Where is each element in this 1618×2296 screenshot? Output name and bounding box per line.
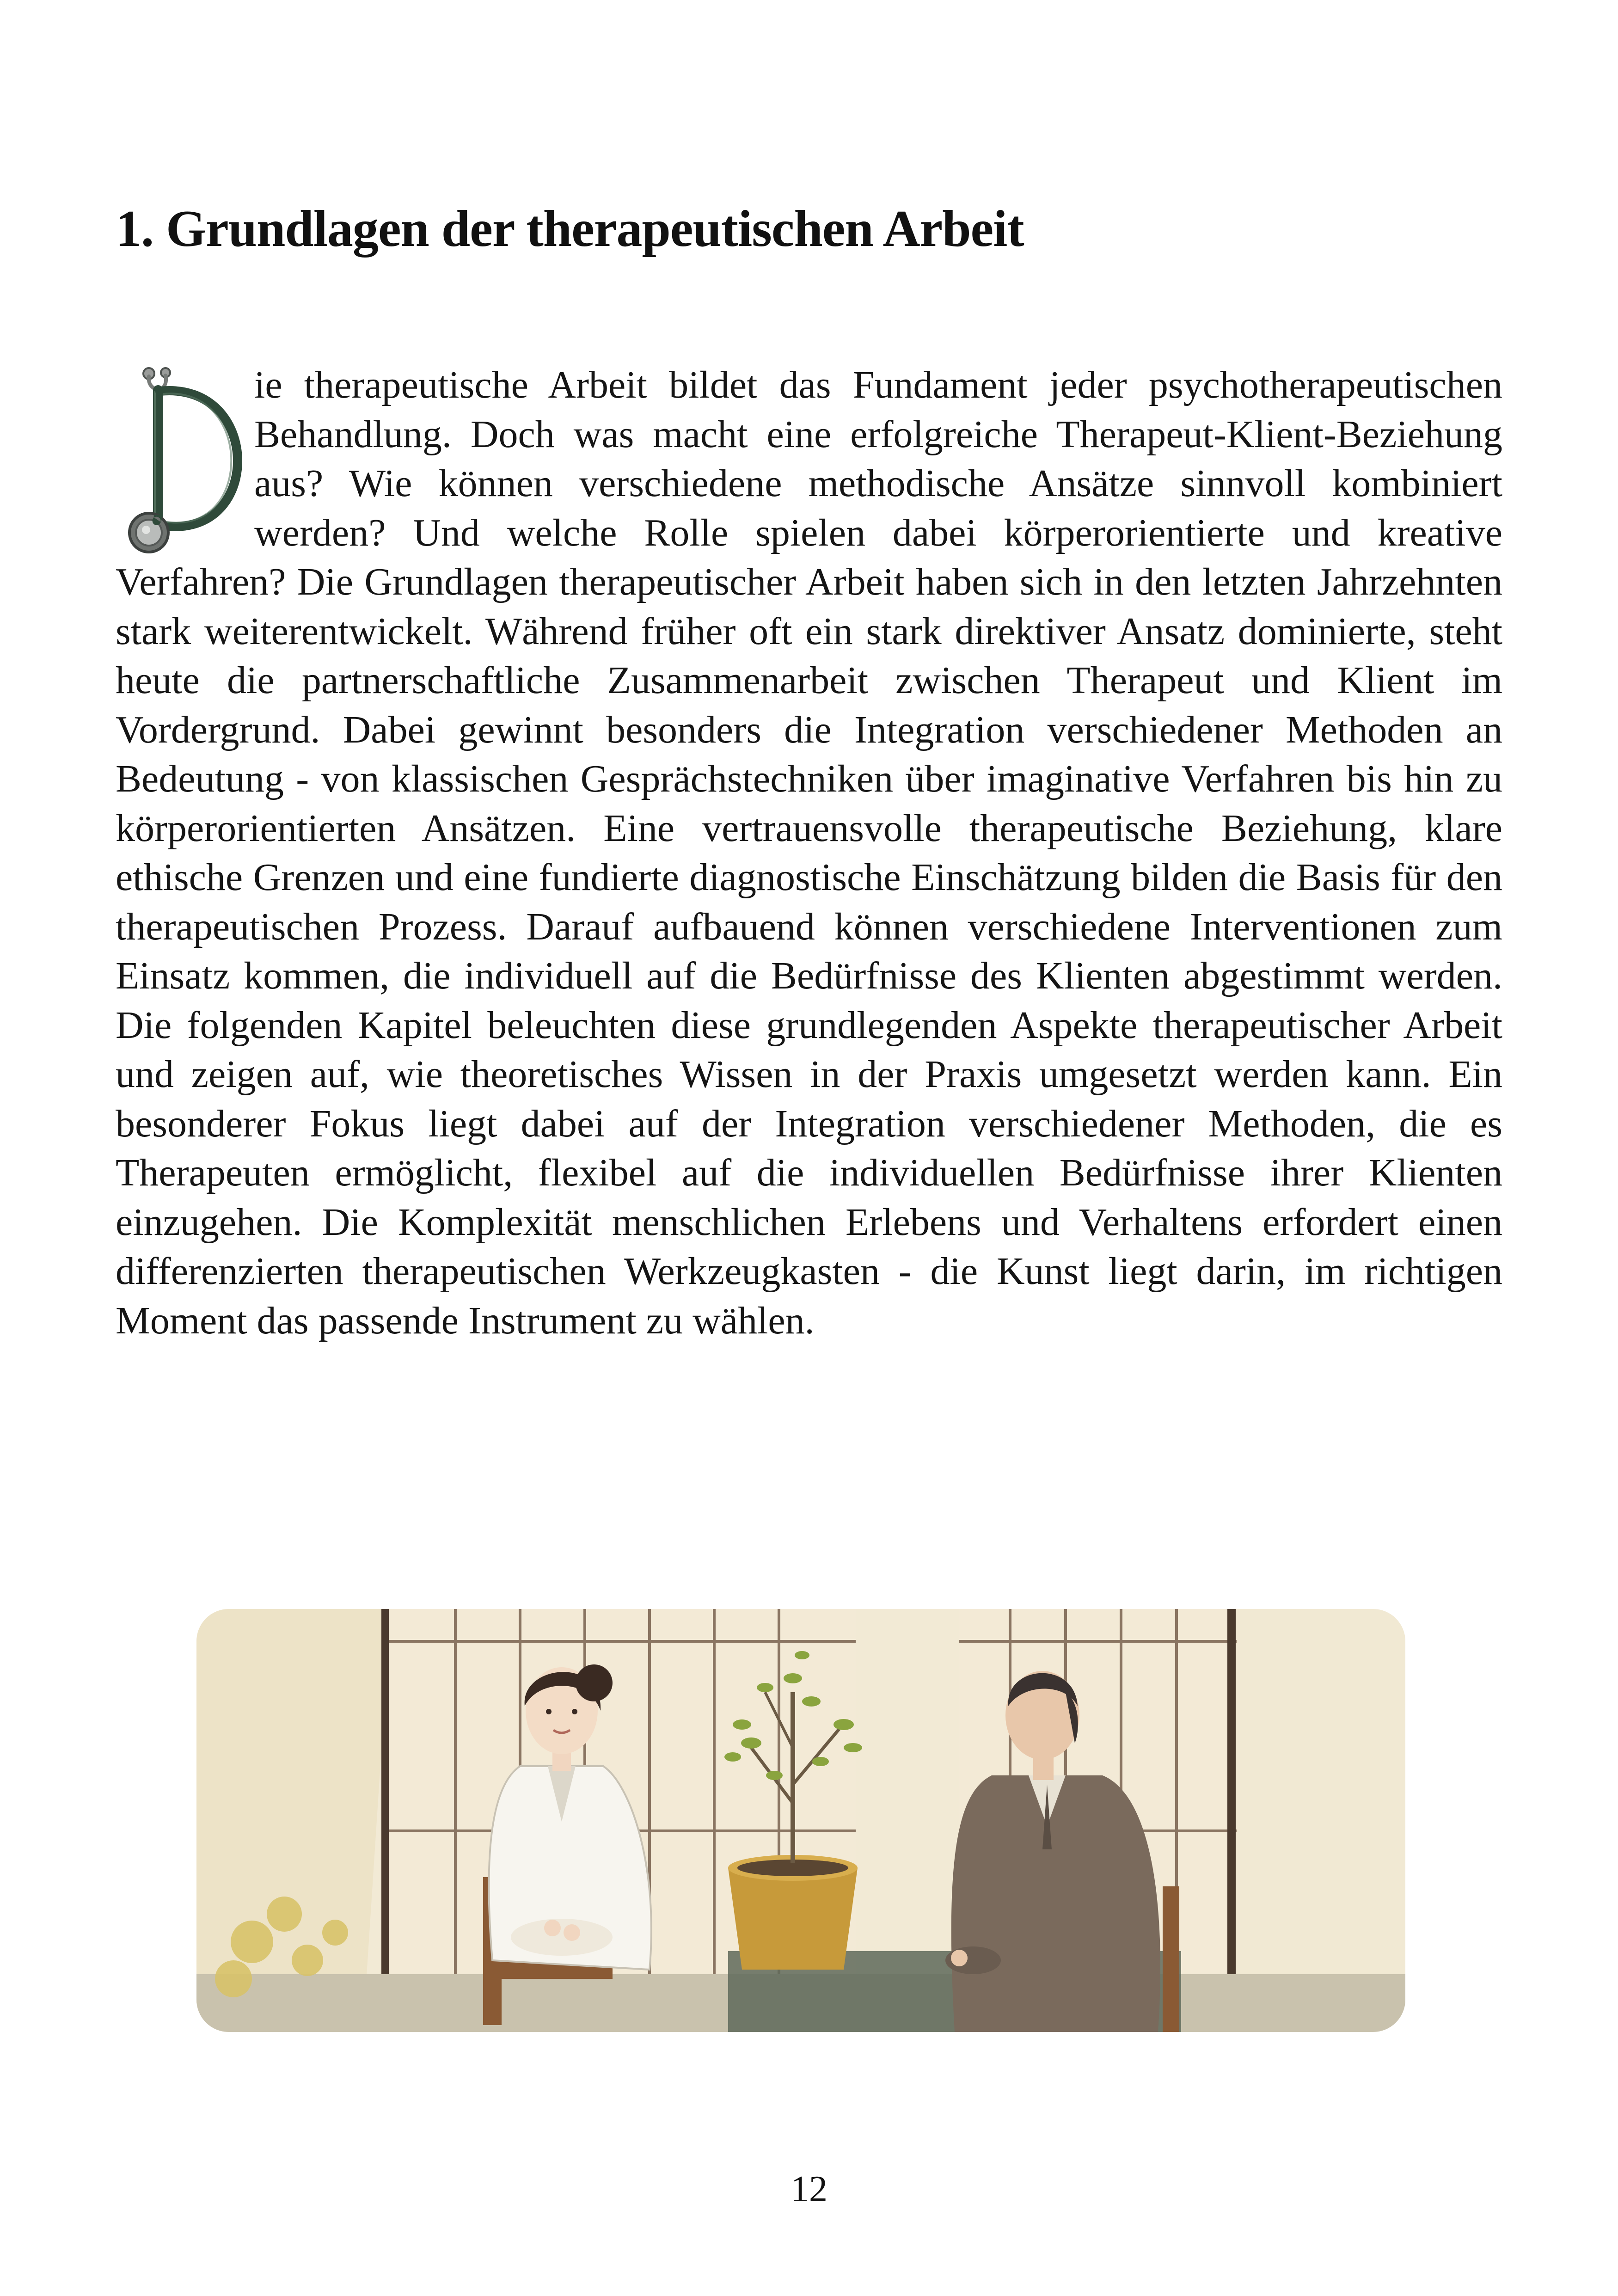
dropcap-letter-d bbox=[116, 362, 254, 557]
body-paragraph bbox=[116, 361, 1502, 1345]
stethoscope-icon bbox=[116, 362, 254, 557]
therapy-session-illustration bbox=[196, 1609, 1405, 2032]
chapter-title: 1. Grundlagen der therapeutischen Arbeit bbox=[116, 200, 1024, 258]
body-text: ie therapeutische Arbeit bildet das Fundament jeder psychotherapeutischen Behandlung. Doch was macht eine erfolgreiche Therapeut-Klient-Beziehung aus? Wie können verschiedene methodische Ansätze sinnvoll kombiniert werden? Und welche Rolle spielen dabei körperorientierte und kreative Verfahren? Die Grundlagen therapeutischer Arbeit haben sich in den letzten Jahrzehnten stark weiterentwickelt. Während früher oft ein stark direktiver Ansatz dominierte, steht heute die partnerschaftliche Zusammenarbeit zwischen Therapeut und Klient im Vordergrund. Dabei gewinnt besonders die Integration verschiedener Methoden an Bedeutung - von klassischen Gesprächstechniken über imaginative Verfahren bis hin zu körperorientierten Ansätzen. Eine vertrauensvolle therapeutische Beziehung, klare ethische Grenzen und eine fundierte diagnostische Einschätzung bilden die Basis für den therapeutischen Prozess. Darauf aufbauend können verschiedene Interventionen zum Einsatz kommen, die individuell auf die Bedürfnisse des Klienten abgestimmt werden. Die folgenden Kapitel beleuchten diese grundlegenden Aspekte therapeutischer Arbeit und zeigen auf, wie theoretisches Wissen in der Praxis umgesetzt werden kann. Ein besonderer Fokus liegt dabei auf der Integration verschiedener Methoden, die es Therapeuten ermöglicht, flexibel auf die individuellen Bedürfnisse ihrer Klienten einzugehen. Die Komplexität menschlichen Erlebens und Verhaltens erfordert einen differenzierten therapeutischen Werkzeugkasten - die Kunst liegt darin, im richtigen Moment das passende Instrument zu wählen. bbox=[116, 363, 1502, 1342]
page-number: 12 bbox=[791, 2169, 827, 2210]
